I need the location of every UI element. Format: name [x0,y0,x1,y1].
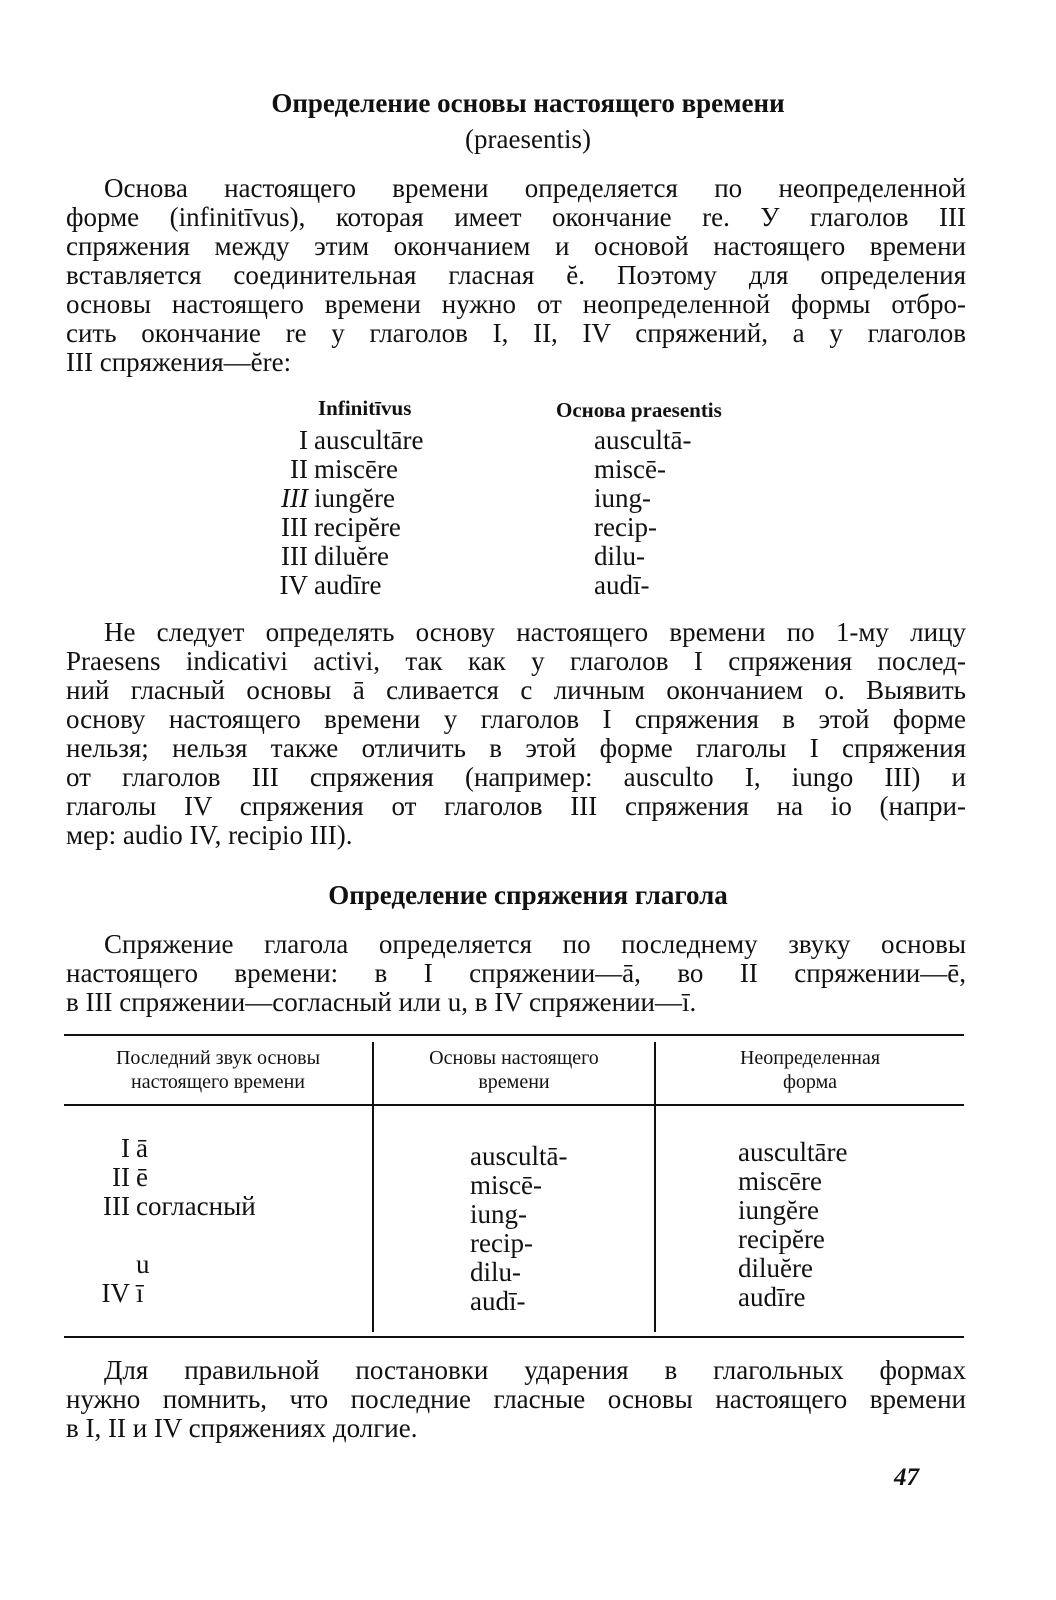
infinitivus-column-header: Infinitīvus [318,396,412,420]
paragraph-line: Не следует определять основу настоящего времени по 1-му лицу [104,617,966,647]
table-cell: III согласный [103,1191,256,1221]
paragraph-line: Спряжение глагола определяется по последнему звуку основы [104,929,966,959]
list-item: III recipĕre [281,512,401,542]
stem-column-header: Основа praesentis [556,398,722,422]
table-cell: recip- [470,1228,533,1258]
paragraph-line: нужно помнить, что последние гласные основы настоящего времени [66,1384,966,1414]
table-cell: recipĕre [738,1224,825,1254]
conjugation-table [64,1034,964,1340]
paragraph-line: Основа настоящего времени определяется по неопределенной [104,173,966,203]
paragraph-first-person-warning [66,618,966,850]
table-cell [80,1221,256,1250]
list-item: I auscultāre [299,425,424,455]
list-item: audī- [594,570,650,600]
section-heading-conjugation: Определение спряжения глагола [328,880,728,910]
table-header-stems: Основы настоящего времени [429,1047,599,1093]
paragraph-line: Для правильной постановки ударения в глагольных формах [104,1355,966,1385]
paragraph-line: сить окончание re у глаголов I, II, IV спряжений, а у глаголов [66,318,966,348]
table-column-last-sound [80,1134,256,1308]
paragraph-stress-note [66,1356,966,1443]
paragraph-line: основы настоящего времени нужно от неопределенной формы отбро- [66,289,966,319]
table-header-infinitive: Неопределенная форма [739,1047,881,1093]
paragraph-line: в III спряжении—согласный или u, в IV спряжении—ī. [66,987,697,1017]
table-cell: diluĕre [738,1253,813,1283]
paragraph-line: в I, II и IV спряжениях долгие. [66,1413,418,1443]
paragraph-present-stem-rule [66,174,966,377]
table-cell: auscultāre [738,1137,848,1167]
table-cell: I ā [121,1133,148,1163]
paragraph-line: Praesens indicativi activi, так как у глаголов I спряжения послед- [66,646,966,676]
list-item: dilu- [594,541,645,571]
table-cell: iungĕre [738,1195,819,1225]
table-header-rule [64,1104,964,1106]
table-cell: iung- [470,1199,527,1229]
list-item: auscultā- [594,425,692,455]
infinitivus-list [258,426,423,600]
table-cell: miscē- [470,1170,542,1200]
table-cell: audīre [738,1282,806,1312]
table-cell: IV ī [101,1278,144,1308]
table-header-last-sound: Последний звук основы настоящего времени [115,1047,321,1093]
table-cell: auscultā- [470,1141,568,1171]
paragraph-line: ний гласный основы ā сливается с личным окончанием o. Выявить [66,675,966,705]
list-item: IV audīre [279,570,382,600]
table-top-rule [64,1034,964,1036]
paragraph-line: нельзя; нельзя также отличить в этой форме глаголы I спряжения [66,733,966,763]
table-cell: miscēre [738,1166,822,1196]
list-item: II miscēre [290,454,398,484]
list-item: III diluĕre [281,541,389,571]
paragraph-line: форме (infinitīvus), которая имеет окончание re. У глаголов III [66,202,966,232]
list-item: iung- [594,483,651,513]
paragraph-line: мер: audio IV, recipio III). [66,820,353,850]
stem-list [594,426,691,600]
list-item: miscē- [594,454,666,484]
paragraph-line: вставляется соединительная гласная ĕ. Поэтому для определения [66,260,966,290]
paragraph-line: основу настоящего времени у глаголов I спряжения в этой форме [66,704,966,734]
table-column-stems [470,1142,567,1316]
paragraph-line: глаголы IV спряжения от глаголов III спряжения на io (напри- [66,791,966,821]
paragraph-conjugation-rule [66,930,966,1017]
table-cell: u [136,1249,150,1279]
list-item: recip- [594,512,657,542]
page-number: 47 [894,1464,919,1491]
paragraph-line: от глаголов III спряжения (например: ausculto I, iungo III) и [66,762,966,792]
table-cell: audī- [470,1286,526,1316]
table-bottom-rule [64,1336,964,1338]
table-cell: dilu- [470,1257,521,1287]
paragraph-line: настоящего времени: в I спряжении—ā, во II спряжении—ē, [66,958,966,988]
list-item: III iungĕre [281,483,395,513]
section-heading-present-stem: Определение основы настоящего времени [271,88,785,118]
paragraph-line: III спряжения—ĕre: [66,347,292,377]
table-cell: II ē [112,1162,148,1192]
section-subheading-praesentis: (praesentis) [465,124,591,154]
table-column-infinitive [738,1138,847,1312]
paragraph-line: спряжения между этим окончанием и основой настоящего времени [66,231,966,261]
